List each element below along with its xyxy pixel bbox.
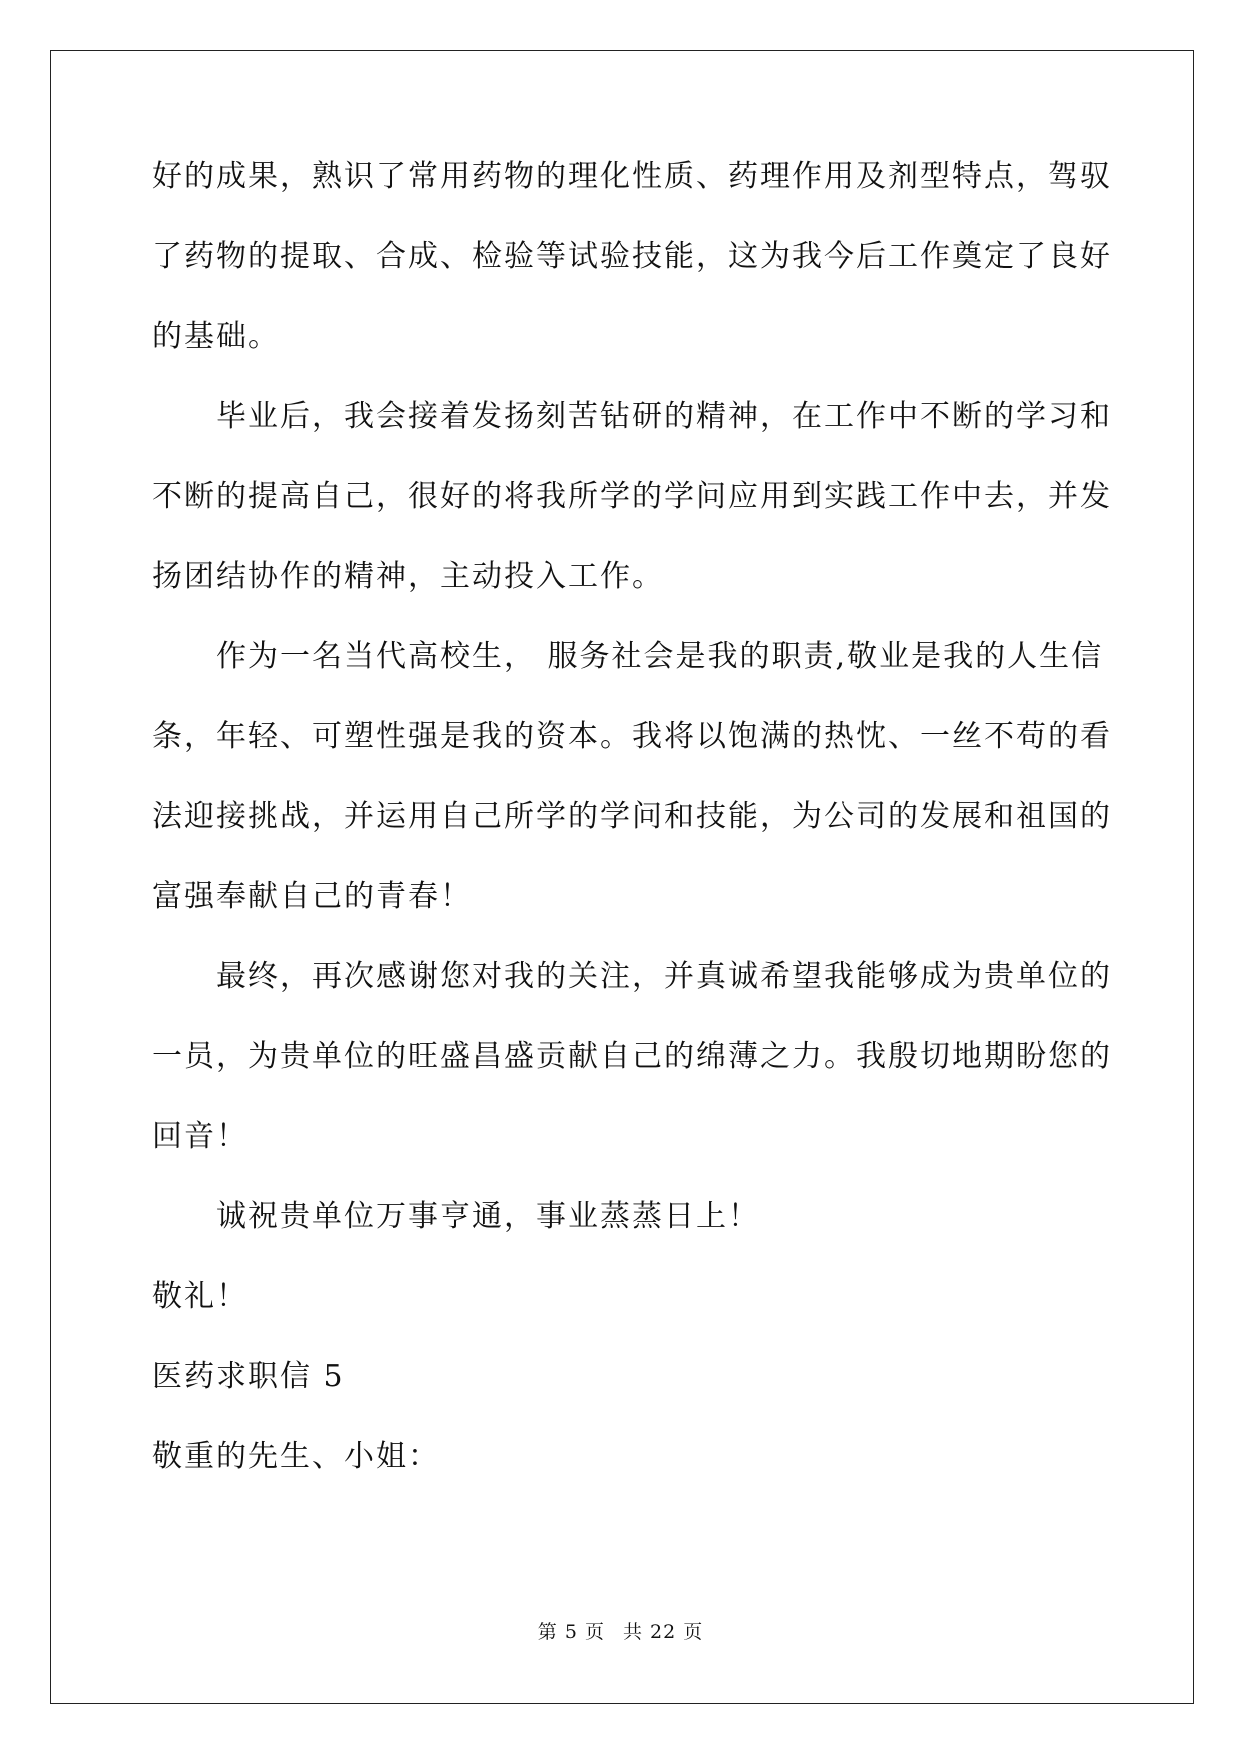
paragraph-first-line: 最终，再次感谢您对我的关注，并真诚希望我能够成为贵单位的: [216, 959, 1112, 994]
text-line: 条，年轻、可塑性强是我的资本。我将以饱满的热忱、一丝不苟的看: [152, 719, 1112, 754]
section-title: 医药求职信 5: [152, 1359, 345, 1394]
page-footer: [0, 1620, 1241, 1644]
text-line: 法迎接挑战，并运用自己所学的学问和技能，为公司的发展和祖国的: [152, 799, 1112, 834]
text-line: 回音！: [152, 1119, 248, 1154]
text-line: 的基础。: [152, 319, 280, 354]
document-body: [152, 157, 1112, 1517]
paragraph-first-line: 毕业后，我会接着发扬刻苦钻研的精神，在工作中不断的学习和: [216, 399, 1112, 434]
text-line: 了药物的提取、合成、检验等试验技能，这为我今后工作奠定了良好: [152, 239, 1112, 274]
text-line: 不断的提高自己，很好的将我所学的学问应用到实践工作中去，并发: [152, 479, 1112, 514]
text-line: 一员，为贵单位的旺盛昌盛贡献自己的绵薄之力。我殷切地期盼您的: [152, 1039, 1112, 1074]
page-number: 第 5 页: [537, 1621, 605, 1643]
salutation-closing: 敬礼！: [152, 1279, 248, 1314]
text-line: 富强奉献自己的青春！: [152, 879, 472, 914]
text-line: 扬团结协作的精神，主动投入工作。: [152, 559, 664, 594]
page-total: 共 22 页: [622, 1621, 704, 1643]
greeting: 敬重的先生、小姐：: [152, 1439, 440, 1474]
paragraph-first-line: 作为一名当代高校生， 服务社会是我的职责,敬业是我的人生信: [216, 639, 1104, 674]
text-line: 好的成果，熟识了常用药物的理化性质、药理作用及剂型特点，驾驭: [152, 159, 1112, 194]
closing-wish: 诚祝贵单位万事亨通，事业蒸蒸日上！: [216, 1199, 760, 1234]
